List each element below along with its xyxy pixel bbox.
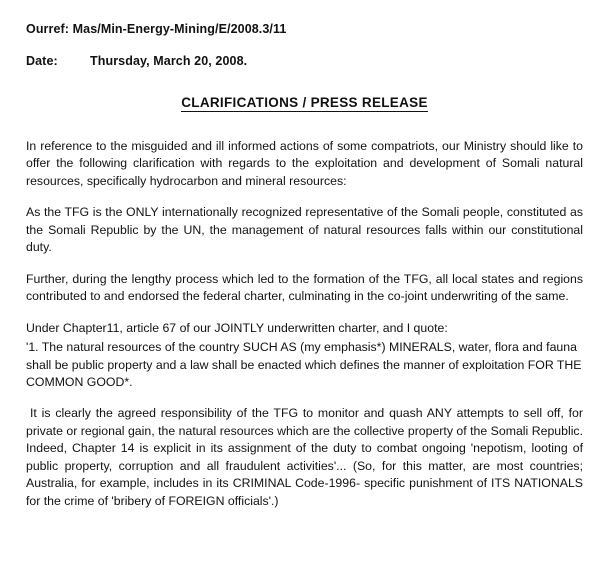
document-title: CLARIFICATIONS / PRESS RELEASE [181,95,428,110]
paragraph-2: As the TFG is the ONLY internationally recognized representative of the Somali people, constituted as the Somali Republic by the UN, the management of natural resources falls within our constitutional duty. [26,205,583,255]
document-body [26,138,583,510]
paragraph-4-quote: '1. The natural resources of the country SUCH AS (my emphasis*) MINERALS, water, flora and fauna shall be public property and a law shall be enacted which defines the manner of exploitation FOR THE COMMON GOOD*. [26,340,582,389]
date-label: Date: [26,54,58,68]
paragraph-4-intro: Under Chapter11, article 67 of our JOINTLY underwritten charter, and I quote: [26,320,448,335]
ourref-row [26,22,583,36]
ourref-text: Ourref: Mas/Min-Energy-Mining/E/2008.3/11 [26,22,287,36]
paragraph-1: In reference to the misguided and ill informed actions of some compatriots, our Ministry should like to offer the following clarification with regards to the exploitation and development of Somali natural resources, specifically hydrocarbon and mineral resources: [26,139,583,188]
paragraph-5: It is clearly the agreed responsibility of the TFG to monitor and quash ANY attempts to sell off, for private or regional gain, the natural resources which are the collective property of the Somali Republic. Indeed, Chapter 14 is explicit in its assignment of the duty to combat ongoing 'nepotism, looting of public property, corruption and all fraudulent activities'... (So, for this matter, are most countries; Australia, for example, includes in its CRIMINAL Code-1996- specific punishment of ITS NATIONALS for the crime of 'bribery of FOREIGN officials'.) [26,406,583,508]
date-row [26,54,583,68]
date-value: Thursday, March 20, 2008. [90,54,248,68]
paragraph-3: Further, during the lengthy process which led to the formation of the TFG, all local states and regions contributed to and endorsed the federal charter, culminating in the co-joint underwriting of the same. [26,271,583,304]
document-title-wrap [26,94,583,112]
